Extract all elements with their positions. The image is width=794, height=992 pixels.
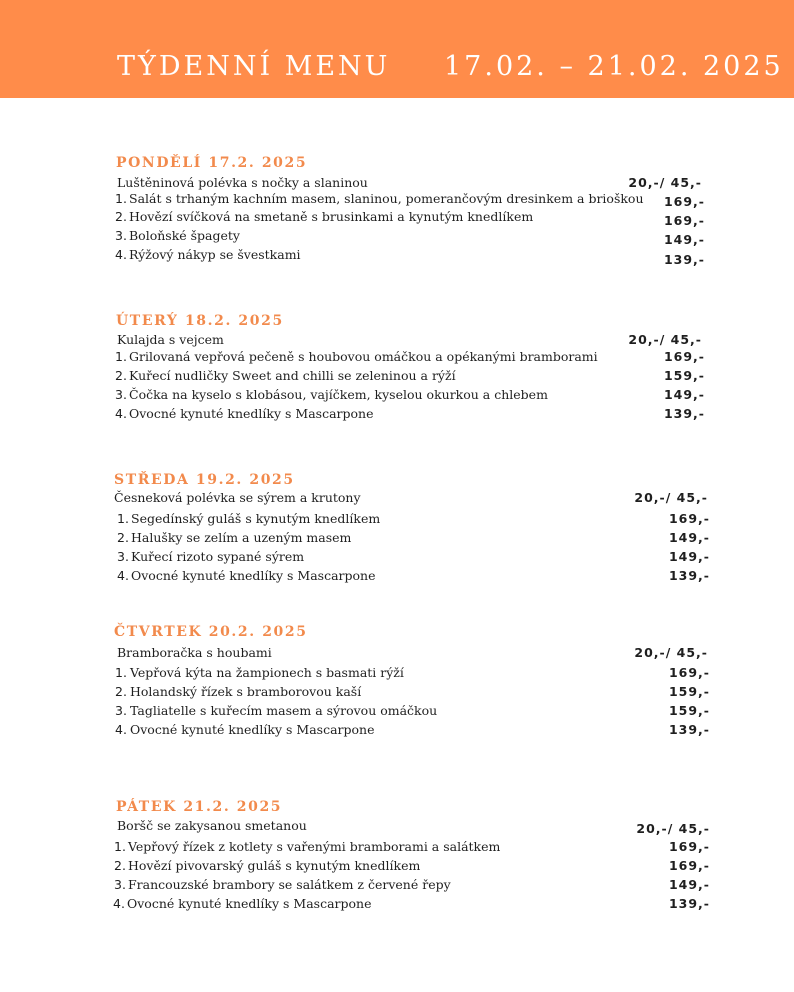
dish-row (0, 684, 794, 702)
dish-number: 1. (114, 839, 126, 854)
dish-price: 149,- (663, 387, 705, 402)
day-heading: STŘEDA 19.2. 2025 (114, 472, 295, 488)
dish-price: 169,- (663, 213, 705, 228)
dish-price: 139,- (668, 568, 710, 583)
dish-price: 169,- (668, 511, 710, 526)
dish-row (0, 703, 794, 721)
dish-price: 169,- (668, 839, 710, 854)
header-banner (0, 0, 794, 98)
dish-name: Hovězí svíčková na smetaně s brusinkami a kynutým knedlíkem (129, 209, 534, 224)
menu-date-range: 17.02. – 21.02. 2025 (444, 51, 784, 82)
dish-row (0, 209, 794, 227)
dish-row (0, 349, 794, 367)
dish-row (0, 530, 794, 548)
dish-number: 2. (117, 530, 129, 545)
dish-number: 4. (115, 406, 127, 421)
dish-row (0, 228, 794, 246)
dish-name: Ovocné kynuté knedlíky s Mascarpone (130, 722, 375, 737)
dish-price: 159,- (668, 684, 710, 699)
dish-price: 139,- (663, 406, 705, 421)
soup-name: Luštěninová polévka s nočky a slaninou (117, 175, 368, 190)
soup-price: 20,-/ 45,- (634, 490, 708, 505)
dish-price: 169,- (668, 858, 710, 873)
dish-row (0, 858, 794, 876)
dish-row (0, 247, 794, 265)
day-heading: PONDĚLÍ 17.2. 2025 (116, 155, 308, 171)
dish-price: 149,- (668, 877, 710, 892)
soup-row (0, 490, 794, 508)
dish-number: 2. (115, 209, 127, 224)
dish-price: 169,- (663, 194, 705, 209)
dish-number: 3. (115, 228, 127, 243)
soup-price: 20,-/ 45,- (634, 645, 708, 660)
dish-price: 159,- (668, 703, 710, 718)
dish-price: 139,- (663, 252, 705, 267)
dish-row (0, 549, 794, 567)
soup-name: Bramboračka s houbami (117, 645, 272, 660)
day-heading: ČTVRTEK 20.2. 2025 (114, 624, 308, 640)
dish-name: Holandský řízek s bramborovou kaší (130, 684, 362, 699)
day-heading: PÁTEK 21.2. 2025 (116, 799, 283, 815)
dish-number: 4. (115, 247, 127, 262)
dish-row (0, 368, 794, 386)
dish-row (0, 387, 794, 405)
dish-row (0, 722, 794, 740)
dish-row (0, 896, 794, 914)
dish-name: Ovocné kynuté knedlíky s Mascarpone (129, 406, 374, 421)
dish-row (0, 406, 794, 424)
dish-number: 4. (113, 896, 125, 911)
dish-name: Tagliatelle s kuřecím masem a sýrovou omáčkou (130, 703, 438, 718)
dish-name: Ovocné kynuté knedlíky s Mascarpone (127, 896, 372, 911)
dish-row (0, 877, 794, 895)
soup-row (0, 332, 794, 350)
day-heading: ÚTERÝ 18.2. 2025 (116, 313, 284, 329)
dish-price: 169,- (663, 349, 705, 364)
soup-row (0, 818, 794, 836)
dish-row (0, 665, 794, 683)
dish-name: Ovocné kynuté knedlíky s Mascarpone (131, 568, 376, 583)
dish-name: Vepřový řízek z kotlety s vařenými bramborami a salátkem (128, 839, 501, 854)
dish-price: 149,- (668, 549, 710, 564)
dish-price: 149,- (663, 232, 705, 247)
soup-row (0, 645, 794, 663)
soup-name: Boršč se zakysanou smetanou (117, 818, 307, 833)
dish-price: 169,- (668, 665, 710, 680)
dish-name: Segedínský guláš s kynutým knedlíkem (131, 511, 381, 526)
dish-name: Halušky se zelím a uzeným masem (131, 530, 352, 545)
dish-name: Francouzské brambory se salátkem z červené řepy (128, 877, 451, 892)
dish-name: Boloňské špagety (129, 228, 240, 243)
dish-number: 2. (115, 684, 127, 699)
dish-number: 3. (115, 703, 127, 718)
dish-price: 159,- (663, 368, 705, 383)
dish-row (0, 511, 794, 529)
dish-number: 1. (115, 191, 127, 206)
dish-number: 4. (117, 568, 129, 583)
dish-row (0, 568, 794, 586)
soup-price: 20,-/ 45,- (636, 821, 710, 836)
dish-number: 3. (115, 387, 127, 402)
dish-name: Vepřová kýta na žampionech s basmati rýží (130, 665, 404, 680)
dish-name: Kuřecí nudličky Sweet and chilli se zeleninou a rýží (129, 368, 456, 383)
dish-number: 3. (117, 549, 129, 564)
soup-price: 20,-/ 45,- (628, 175, 702, 190)
dish-price: 139,- (668, 896, 710, 911)
dish-name: Čočka na kyselo s klobásou, vajíčkem, kyselou okurkou a chlebem (129, 387, 548, 402)
dish-number: 3. (114, 877, 126, 892)
dish-number: 1. (115, 665, 127, 680)
dish-name: Salát s trhaným kachním masem, slaninou, pomerančovým dresinkem a brioškou (129, 191, 644, 206)
dish-number: 1. (117, 511, 129, 526)
dish-name: Grilovaná vepřová pečeně s houbovou omáčkou a opékanými bramborami (129, 349, 598, 364)
soup-name: Kulajda s vejcem (117, 332, 224, 347)
soup-name: Česneková polévka se sýrem a krutony (114, 490, 361, 505)
menu-title: TÝDENNÍ MENU (117, 51, 391, 82)
soup-price: 20,-/ 45,- (628, 332, 702, 347)
dish-number: 2. (114, 858, 126, 873)
dish-price: 149,- (668, 530, 710, 545)
dish-row (0, 191, 794, 209)
dish-name: Hovězí pivovarský guláš s kynutým knedlíkem (128, 858, 421, 873)
dish-row (0, 839, 794, 857)
dish-number: 1. (115, 349, 127, 364)
dish-number: 2. (115, 368, 127, 383)
dish-number: 4. (115, 722, 127, 737)
dish-price: 139,- (668, 722, 710, 737)
dish-name: Kuřecí rizoto sypané sýrem (131, 549, 305, 564)
dish-name: Rýžový nákyp se švestkami (129, 247, 301, 262)
